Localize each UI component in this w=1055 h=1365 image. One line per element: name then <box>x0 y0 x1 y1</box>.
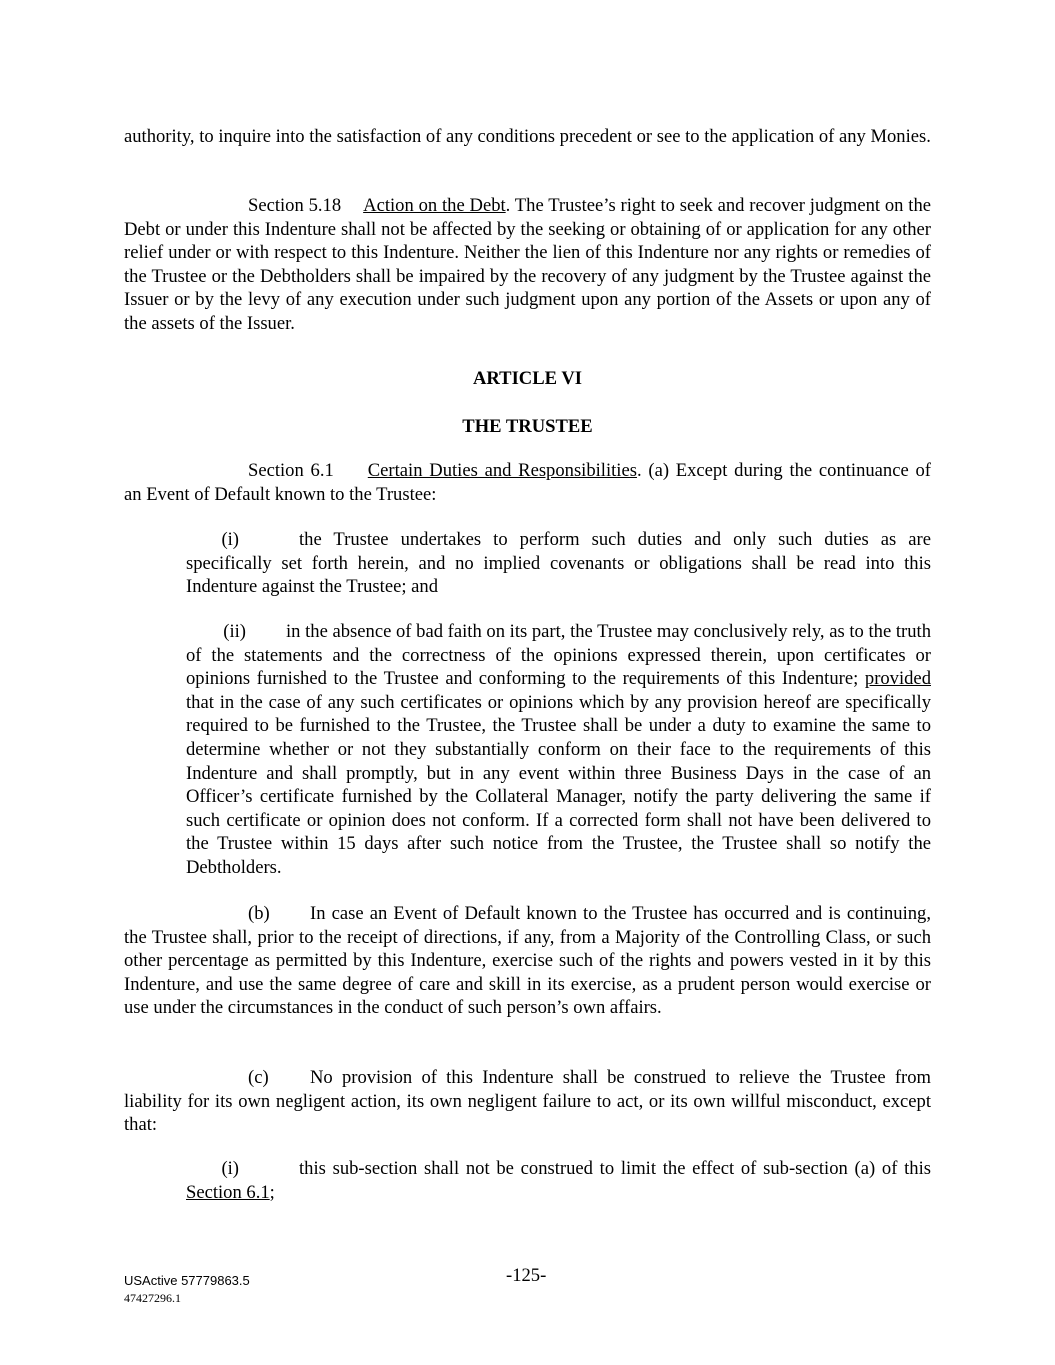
paragraph-continuation: authority, to inquire into the satisfaction of any conditions precedent or see to the application of any Monies. <box>124 126 931 147</box>
clause-label: (i) <box>221 529 239 550</box>
clause-text: the Trustee undertakes to perform such duties and only such duties as are specifically set forth herein, and no implied covenants or obligations shall be read into this Indenture against the Trustee; and <box>186 529 931 598</box>
clause-label: (i) <box>221 1158 239 1179</box>
section-text: . The Trustee’s right to seek and recover judgment on the Debt or under this Indenture shall not be affected by the seeking or obtaining of or application for any other relief under or with respect to this Indenture. Neither the lien of this Indenture nor any rights or remedies of the Trustee or the Debtholders shall be impaired by the recovery of any judgment by the Trustee against the Issuer or by the levy of any execution under such judgment upon any portion of the Assets or upon any of the assets of the Issuer. <box>124 195 931 334</box>
clause-label: (c) <box>248 1067 269 1088</box>
article-title: THE TRUSTEE <box>462 416 593 437</box>
clause-label: (b) <box>248 903 270 924</box>
clause-text-cont: that in the case of any such certificates or opinions which by any provision hereof are specifically required to be furnished to the Trustee, the Trustee shall be under a duty to examine the same to determine whether or not they substantially conform on their face to the requirements of this Indenture and shall promptly, but in any event within three Business Days in the case of an Officer’s certificate furnished by the Collateral Manager, notify the party delivering the same if such certificate or opinion does not conform. If a corrected form shall not have been delivered to the Trustee within 15 days after such notice from the Trustee, the Trustee shall so notify the Debtholders. <box>186 691 931 878</box>
clause-text: In case an Event of Default known to the Trustee has occurred and is continuing, the Trustee shall, prior to the receipt of directions, if any, from a Majority of the Controlling Class, or such other percentage as permitted by this Indenture, exercise such of the rights and powers vested in it by this Indenture, and use the same degree of care and skill in its exercise, as a prudent person would exercise or use under the circumstances in the conduct of such person’s own affairs. <box>124 903 931 1019</box>
clause-b <box>124 902 931 1020</box>
clause-text: No provision of this Indenture shall be construed to relieve the Trustee from liability for its own negligent action, its own negligent failure to act, or its own willful misconduct, except that: <box>124 1067 931 1136</box>
section-number: Section 5.18 <box>248 195 342 216</box>
provided-term: provided <box>864 668 931 690</box>
section-reference: Section 6.1 <box>186 1181 270 1203</box>
clause-a-ii <box>186 620 931 880</box>
section-title: Action on the Debt <box>363 195 506 216</box>
punctuation: ; <box>269 1181 275 1203</box>
clause-c <box>124 1066 931 1137</box>
clause-text: this sub-section shall not be construed to limit the effect of sub-section (a) of this <box>299 1158 931 1179</box>
clause-a-i <box>186 528 931 599</box>
clause-label: (ii) <box>223 621 246 642</box>
footer-doc-id: USActive 57779863.5 <box>124 1273 250 1288</box>
page-number: -125- <box>506 1265 547 1286</box>
section-title: Certain Duties and Responsibilities <box>367 460 637 481</box>
section-number: Section 6.1 <box>248 460 334 481</box>
footer-ref-id: 47427296.1 <box>124 1291 181 1305</box>
section-5-18 <box>124 194 931 336</box>
clause-c-i <box>186 1157 931 1204</box>
section-6-1 <box>124 459 931 506</box>
section-text: . (a) Except during the continuance of an Event of Default known to the Trustee: <box>124 460 931 505</box>
article-heading: ARTICLE VI <box>472 368 583 389</box>
clause-text: in the absence of bad faith on its part, the Trustee may conclusively rely, as to the truth of the statements and the correctness of the opinions expressed therein, upon certificates or opinions furnished to the Trustee and conforming to the requirements of this Indenture; <box>186 621 931 690</box>
